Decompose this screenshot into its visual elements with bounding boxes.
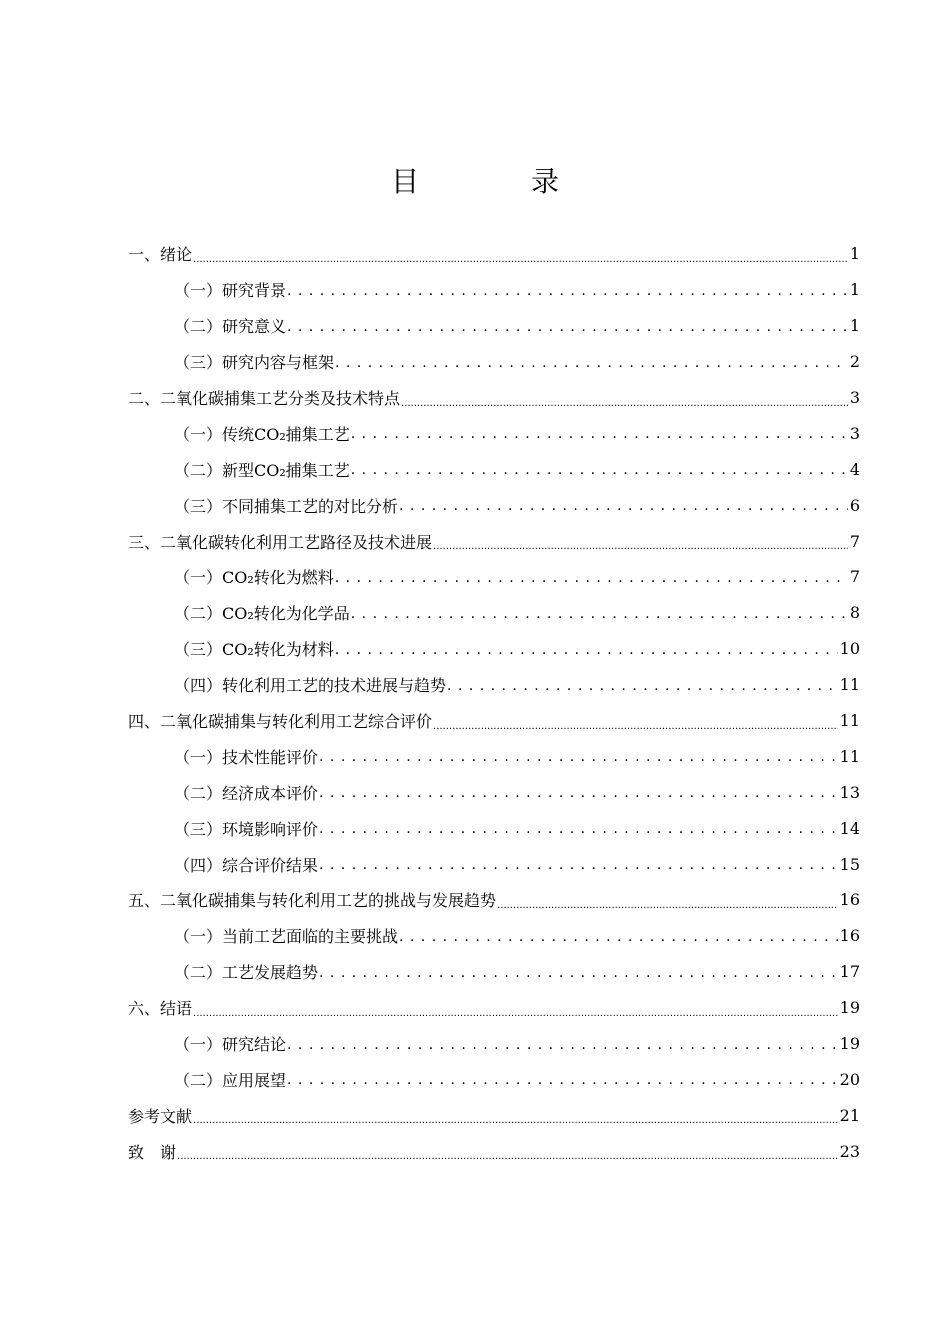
dot-leader [335,354,848,370]
toc-entry-page-number: 19 [839,998,860,1018]
toc-entry-page-number: 11 [839,711,860,731]
toc-section-entry[interactable] [128,308,860,344]
dot-leader [401,390,848,406]
toc-section-entry[interactable] [128,738,860,774]
dot-leader [177,1143,838,1159]
toc-section-entry[interactable] [128,595,860,631]
dot-leader [287,1071,838,1087]
toc-entry-page-number: 20 [839,1069,860,1089]
toc-entry-page-number: 2 [849,352,860,372]
toc-entry-page-number: 14 [839,818,860,838]
toc-entry-page-number: 17 [839,962,860,982]
toc-entry-page-number: 7 [849,567,860,587]
toc-entry-page-number: 1 [849,280,860,300]
toc-entry-label: 致 谢 [128,1140,177,1163]
toc-entry-page-number: 16 [839,890,860,910]
toc-entry-label: （二）应用展望 [174,1068,287,1091]
toc-entry-page-number: 6 [849,495,860,515]
toc-chapter-entry[interactable] [128,523,860,559]
toc-entry-label: （一）当前工艺面临的主要挑战 [174,924,399,947]
toc-entry-label: （二）工艺发展趋势 [174,960,319,983]
dot-leader [193,1107,838,1123]
dot-leader [447,677,838,693]
toc-entry-label: 六、结语 [128,996,193,1019]
toc-entry-label: （三）环境影响评价 [174,817,319,840]
toc-entry-page-number: 21 [839,1105,860,1125]
toc-section-entry[interactable] [128,846,860,882]
toc-entry-label: （一）研究背景 [174,278,287,301]
toc-entry-page-number: 10 [839,639,860,659]
toc-section-entry[interactable] [128,451,860,487]
toc-chapter-entry[interactable] [128,1097,860,1133]
dot-leader [351,425,848,441]
toc-entry-label: （一）传统CO₂捕集工艺 [174,422,351,445]
toc-section-entry[interactable] [128,487,860,523]
dot-leader [433,533,848,549]
toc-entry-page-number: 1 [849,244,860,264]
dot-leader [433,713,838,729]
dot-leader [193,246,848,262]
toc-entry-label: （三）CO₂转化为材料 [174,637,335,660]
dot-leader [287,318,848,334]
toc-entry-label: 参考文献 [128,1104,193,1127]
toc-entry-label: （一）研究结论 [174,1032,287,1055]
toc-entry-page-number: 15 [839,854,860,874]
toc-entry-page-number: 11 [839,746,860,766]
toc-entry-label: （一）CO₂转化为燃料 [174,565,335,588]
page-title: 目 录 [390,165,601,198]
dot-leader [193,1000,838,1016]
toc-entry-label: 三、二氧化碳转化利用工艺路径及技术进展 [128,530,433,553]
toc-entry-label: 二、二氧化碳捕集工艺分类及技术特点 [128,386,401,409]
toc-entry-page-number: 23 [839,1141,860,1161]
dot-leader [399,497,848,513]
toc-chapter-entry[interactable] [128,882,860,918]
table-of-contents [128,236,860,1169]
toc-section-entry[interactable] [128,559,860,595]
toc-chapter-entry[interactable] [128,703,860,739]
toc-entry-label: （二）研究意义 [174,314,287,337]
dot-leader [399,928,838,944]
dot-leader [287,1036,838,1052]
toc-section-entry[interactable] [128,415,860,451]
toc-section-entry[interactable] [128,954,860,990]
toc-entry-page-number: 19 [839,1034,860,1054]
toc-section-entry[interactable] [128,344,860,380]
dot-leader [319,748,838,764]
toc-entry-label: （三）不同捕集工艺的对比分析 [174,494,399,517]
toc-entry-page-number: 16 [839,926,860,946]
toc-chapter-entry[interactable] [128,380,860,416]
dot-leader [319,784,838,800]
dot-leader [319,964,838,980]
toc-entry-page-number: 7 [849,531,860,551]
toc-entry-page-number: 8 [849,603,860,623]
toc-section-entry[interactable] [128,272,860,308]
toc-section-entry[interactable] [128,918,860,954]
toc-chapter-entry[interactable] [128,236,860,272]
toc-entry-label: （四）转化利用工艺的技术进展与趋势 [174,673,447,696]
toc-section-entry[interactable] [128,810,860,846]
toc-entry-label: （四）综合评价结果 [174,853,319,876]
toc-section-entry[interactable] [128,667,860,703]
toc-entry-label: 一、绪论 [128,242,193,265]
toc-entry-label: （二）CO₂转化为化学品 [174,601,351,624]
toc-entry-page-number: 4 [849,459,860,479]
toc-entry-page-number: 13 [839,782,860,802]
toc-entry-page-number: 3 [849,388,860,407]
toc-section-entry[interactable] [128,1061,860,1097]
toc-section-entry[interactable] [128,774,860,810]
dot-leader [287,282,848,298]
toc-entry-label: （一）技术性能评价 [174,745,319,768]
toc-entry-label: （二）经济成本评价 [174,781,319,804]
dot-leader [319,820,838,836]
toc-chapter-entry[interactable] [128,990,860,1026]
dot-leader [497,892,838,908]
dot-leader [335,569,848,585]
toc-entry-page-number: 11 [839,675,860,695]
dot-leader [351,461,848,477]
toc-entry-label: 五、二氧化碳捕集与转化利用工艺的挑战与发展趋势 [128,888,497,911]
toc-entry-page-number: 1 [849,316,860,336]
toc-section-entry[interactable] [128,631,860,667]
toc-entry-page-number: 3 [849,423,860,443]
dot-leader [335,641,838,657]
dot-leader [319,856,838,872]
dot-leader [351,605,848,621]
toc-section-entry[interactable] [128,1026,860,1062]
toc-entry-label: （三）研究内容与框架 [174,350,335,373]
toc-chapter-entry[interactable] [128,1133,860,1169]
toc-entry-label: 四、二氧化碳捕集与转化利用工艺综合评价 [128,709,433,732]
toc-entry-label: （二）新型CO₂捕集工艺 [174,458,351,481]
